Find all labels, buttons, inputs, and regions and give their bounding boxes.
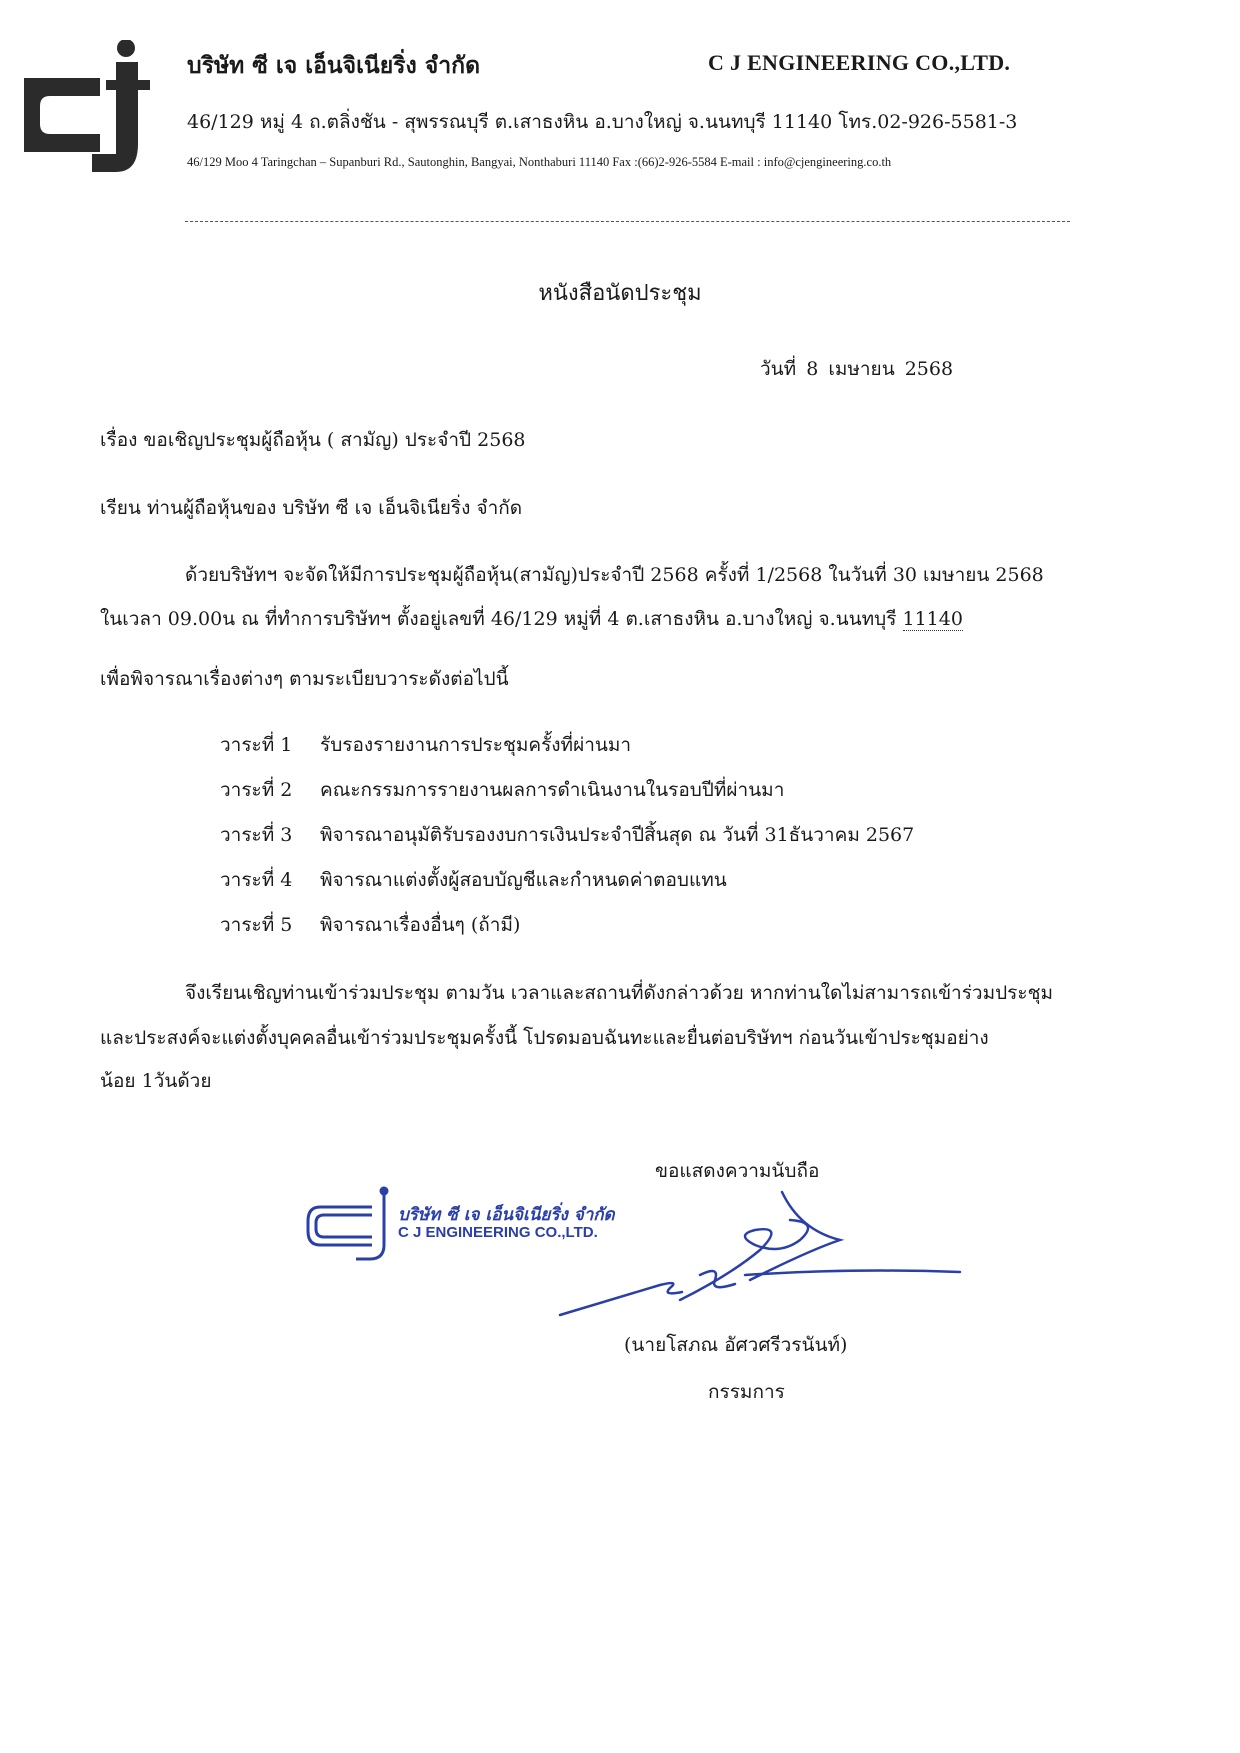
agenda-item — [220, 775, 784, 805]
agenda-number: วาระที่ 2 — [220, 779, 293, 801]
agenda-item — [220, 730, 631, 760]
agenda-item — [220, 910, 520, 940]
subject-line: เรื่อง ขอเชิญประชุมผู้ถือหุ้น ( สามัญ) ประจำปี 2568 — [100, 429, 526, 451]
company-logo — [22, 40, 162, 180]
paragraph2-line1: จึงเรียนเชิญท่านเข้าร่วมประชุม ตามวัน เวลาและสถานที่ดังกล่าวด้วย หากท่านใดไม่สามารถเข้าร่วมประชุม — [185, 982, 1054, 1004]
paragraph1-line2 — [100, 604, 963, 634]
agenda-text: พิจารณาเรื่องอื่นๆ (ถ้ามี) — [320, 914, 521, 936]
paragraph2-line3: น้อย 1วันด้วย — [100, 1070, 212, 1092]
agenda-item — [220, 820, 914, 850]
company-address-english: 46/129 Moo 4 Taringchan – Supanburi Rd., Sautonghin, Bangyai, Nonthaburi 11140 Fax :(66)2-926-5584 E-mail : info@cjengineering.co.th — [187, 155, 892, 169]
document-date: วันที่ 8 เมษายน 2568 — [760, 358, 954, 380]
paragraph1-line2-text: ในเวลา 09.00น ณ ที่ทำการบริษัทฯ ตั้งอยู่เลขที่ 46/129 หมู่ที่ 4 ต.เสาธงหิน อ.บางใหญ่ จ.นนทบุรี — [100, 608, 903, 630]
postal-code: 11140 — [902, 608, 963, 630]
signer-position: กรรมการ — [708, 1381, 785, 1403]
company-name-english: C J ENGINEERING CO.,LTD. — [708, 50, 1011, 75]
agenda-item — [220, 865, 727, 895]
company-name-thai: บริษัท ซี เจ เอ็นจิเนียริ่ง จำกัด — [187, 52, 481, 79]
agenda-text: คณะกรรมการรายงานผลการดำเนินงานในรอบปีที่ผ่านมา — [320, 779, 785, 801]
stamp-company-english: C J ENGINEERING CO.,LTD. — [398, 1224, 598, 1241]
company-address-thai: 46/129 หมู่ 4 ถ.ตลิ่งชัน - สุพรรณบุรี ต.เสาธงหิน อ.บางใหญ่ จ.นนทบุรี 11140 โทร.02-926-5581-3 — [187, 111, 1018, 133]
stamp-company-thai: บริษัท ซี เจ เอ็นจิเนียริ่ง จำกัด — [398, 1205, 615, 1225]
agenda-text: รับรองรายงานการประชุมครั้งที่ผ่านมา — [320, 734, 632, 756]
paragraph1-line3: เพื่อพิจารณาเรื่องต่างๆ ตามระเบียบวาระดังต่อไปนี้ — [100, 668, 509, 690]
signer-name: (นายโสภณ อัศวศรีวรนันท์) — [624, 1334, 848, 1356]
signature — [550, 1180, 970, 1330]
document-title: หนังสือนัดประชุม — [538, 281, 702, 306]
paragraph2-line2: และประสงค์จะแต่งตั้งบุคคลอื่นเข้าร่วมประชุมครั้งนี้ โปรดมอบฉันทะและยื่นต่อบริษัทฯ ก่อนวันเข้าประชุมอย่าง — [100, 1027, 989, 1049]
agenda-number: วาระที่ 3 — [220, 824, 293, 846]
agenda-text: พิจารณาแต่งตั้งผู้สอบบัญชีและกำหนดค่าตอบแทน — [320, 869, 727, 891]
agenda-number: วาระที่ 1 — [220, 734, 293, 756]
letterhead-divider — [185, 221, 1070, 222]
agenda-text: พิจารณาอนุมัติรับรองงบการเงินประจำปีสิ้นสุด ณ วันที่ 31ธันวาคม 2567 — [320, 824, 915, 846]
recipient-line: เรียน ท่านผู้ถือหุ้นของ บริษัท ซี เจ เอ็นจิเนียริ่ง จำกัด — [100, 497, 523, 519]
closing-regards: ขอแสดงความนับถือ — [655, 1160, 820, 1182]
agenda-number: วาระที่ 4 — [220, 869, 293, 891]
paragraph1-line1: ด้วยบริษัทฯ จะจัดให้มีการประชุมผู้ถือหุ้น(สามัญ)ประจำปี 2568 ครั้งที่ 1/2568 ในวันที่ 30 เมษายน 2568 — [185, 564, 1044, 586]
agenda-number: วาระที่ 5 — [220, 914, 293, 936]
